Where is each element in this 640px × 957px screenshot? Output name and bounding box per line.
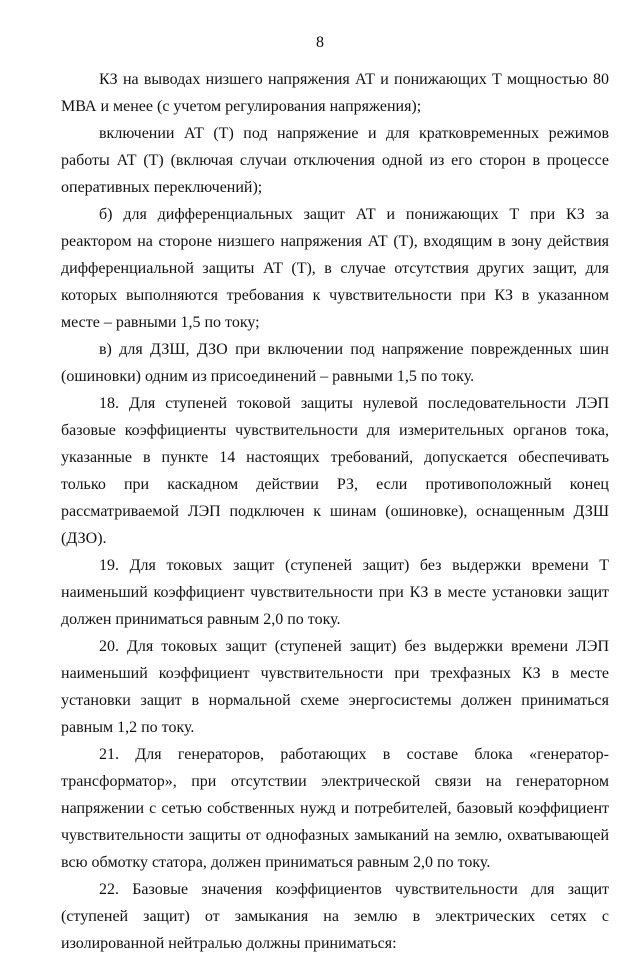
paragraph-kz-low-voltage: КЗ на выводах низшего напряжения АТ и понижающих Т мощностью 80 МВА и менее (с учетом регулирования напряжения); [61,71,609,115]
paragraph-item-b: б) для дифференциальных защит АТ и понижающих Т при КЗ за реактором на стороне низшего напряжения АТ (Т), входящим в зону действия дифференциальной защиты АТ (Т), в случае отсутствия других защит, для которых выполняются требования к чувствительности при КЗ в указанном месте – равными 1,5 по току; [61,206,609,331]
paragraph-20: 20. Для токовых защит (ступеней защит) без выдержки времени ЛЭП наименьший коэффициент чувствительности при трехфазных КЗ в месте установки защит в нормальной схеме энергосистемы должен приниматься равным 1,2 по току. [61,638,609,736]
document-body [61,66,609,957]
paragraph-22: 22. Базовые значения коэффициентов чувствительности для защит (ступеней защит) от замыкания на землю в электрических сетях с изолированной нейтралью должны приниматься: [61,881,609,952]
paragraph-19: 19. Для токовых защит (ступеней защит) без выдержки времени Т наименьший коэффициент чувствительности при КЗ в месте установки защит должен приниматься равным 2,0 по току. [61,557,609,628]
page-number: 8 [316,34,324,51]
paragraph-energizing-at: включении АТ (Т) под напряжение и для кратковременных режимов работы АТ (Т) (включая случаи отключения одной из его сторон в процессе оперативных переключений); [61,125,609,196]
paragraph-21: 21. Для генераторов, работающих в составе блока «генератор-трансформатор», при отсутствии электрической связи на генераторном напряжении с сетью собственных нужд и потребителей, базовый коэффициент чувствительности защиты от однофазных замыканий на землю, охватывающей всю обмотку статора, должен приниматься равным 2,0 по току. [61,746,609,871]
paragraph-item-v: в) для ДЗШ, ДЗО при включении под напряжение поврежденных шин (ошиновки) одним из присоединений – равными 1,5 по току. [61,341,609,385]
paragraph-18: 18. Для ступеней токовой защиты нулевой последовательности ЛЭП базовые коэффициенты чувствительности для измерительных органов тока, указанные в пункте 14 настоящих требований, допускается обеспечивать только при каскадном действии РЗ, если противоположный конец рассматриваемой ЛЭП подключен к шинам (ошиновке), оснащенным ДЗШ (ДЗО). [61,395,609,547]
